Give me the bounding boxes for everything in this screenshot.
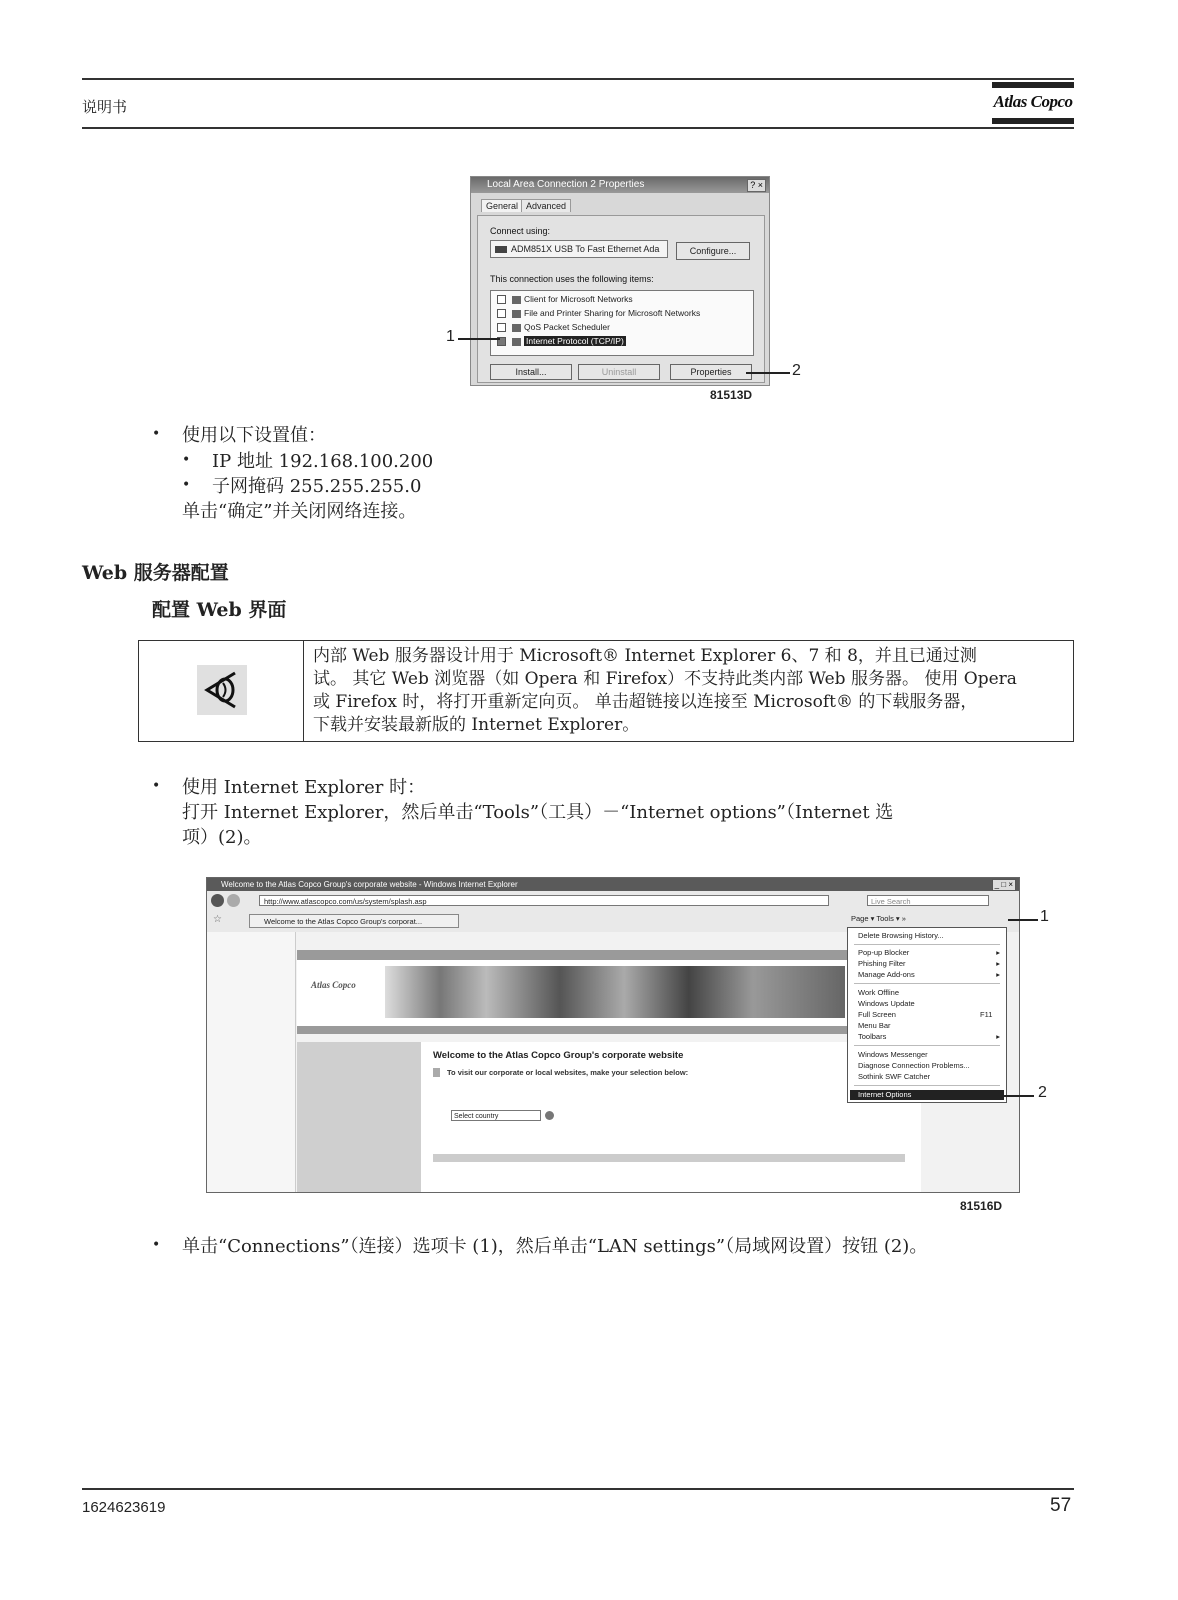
figure-2-number: 81516D	[960, 1199, 1003, 1213]
submenu-arrow-icon: ▸	[996, 970, 1000, 979]
list-item[interactable]: File and Printer Sharing for Microsoft Networks	[497, 308, 700, 318]
install-button[interactable]: Install...	[490, 364, 572, 380]
configure-button[interactable]: Configure...	[676, 242, 750, 260]
callout-2: 2	[1038, 1084, 1047, 1101]
dialog-title: Local Area Connection 2 Properties	[487, 179, 645, 190]
adapter-field	[490, 240, 668, 258]
note-divider	[303, 641, 304, 741]
submenu-arrow-icon: ▸	[996, 948, 1000, 957]
callout-1: 1	[1040, 908, 1049, 925]
tab-advanced[interactable]: Advanced	[521, 199, 571, 212]
header-title: 说明书	[82, 98, 128, 116]
note-line: 或 Firefox 时，将打开重新定向页。 单击超链接以连接至 Microsoft® 的下载服务器，	[313, 692, 978, 712]
menu-item-toolbars[interactable]: Toolbars	[858, 1032, 887, 1041]
list-item[interactable]: Client for Microsoft Networks	[497, 294, 633, 304]
ie-browser-window	[206, 877, 1020, 1193]
welcome-heading: Welcome to the Atlas Copco Group's corporate website	[433, 1050, 684, 1061]
ip-address: IP 地址 192.168.100.200	[212, 451, 434, 472]
submenu-arrow-icon: ▸	[996, 959, 1000, 968]
lan-properties-dialog	[470, 176, 770, 386]
items-label: This connection uses the following items:	[490, 274, 654, 284]
callout-2: 2	[792, 362, 801, 379]
banner-logo: Atlas Copco	[311, 980, 356, 990]
items-list	[490, 290, 754, 356]
menu-item-phishing-filter[interactable]: Phishing Filter	[858, 959, 906, 968]
connections-step: 单击“Connections”（连接）选项卡 (1)，然后单击“LAN settings”（局域网设置）按钮 (2)。	[182, 1236, 928, 1257]
callout-1: 1	[446, 328, 455, 345]
visit-marker	[433, 1068, 440, 1077]
page-number: 57	[1050, 1495, 1072, 1516]
menu-item-popup-blocker[interactable]: Pop-up Blocker	[858, 948, 910, 957]
menu-item-windows-update[interactable]: Windows Update	[858, 999, 915, 1008]
callout-1-line	[458, 338, 500, 340]
note-line: 试。 其它 Web 浏览器（如 Opera 和 Firefox）不支持此类内部 Web 服务器。 使用 Opera	[313, 669, 1017, 689]
ie-step-line3: 项）(2)。	[182, 827, 262, 848]
go-icon[interactable]	[545, 1111, 554, 1120]
sharing-icon	[512, 310, 521, 318]
document-number: 1624623619	[82, 1499, 166, 1516]
menu-item-full-screen[interactable]: Full Screen	[858, 1010, 896, 1019]
back-button[interactable]	[211, 894, 224, 907]
browser-window-buttons[interactable]: _ □ ×	[992, 879, 1016, 891]
list-item[interactable]: QoS Packet Scheduler	[497, 322, 610, 332]
header-top-rule	[82, 78, 1074, 80]
bullet-dot: •	[152, 778, 161, 794]
callout-1-line	[1008, 919, 1038, 921]
browser-title: Welcome to the Atlas Copco Group's corporate website - Windows Internet Explorer	[221, 880, 518, 889]
list-item-tcpip[interactable]: Internet Protocol (TCP/IP)	[497, 336, 626, 346]
scheduler-icon	[512, 324, 521, 332]
browser-title-bar	[207, 878, 1019, 891]
ie-step-line1: 使用 Internet Explorer 时：	[182, 777, 426, 798]
bullet-dot: •	[152, 426, 161, 442]
eye-icon	[197, 665, 247, 715]
country-select[interactable]: Select country	[451, 1110, 541, 1121]
content-main	[421, 1042, 921, 1192]
note-line: 内部 Web 服务器设计用于 Microsoft® Internet Explorer 6、7 和 8，并且已通过测	[313, 646, 977, 666]
address-bar[interactable]: http://www.atlascopco.com/us/system/splash.asp	[259, 895, 829, 906]
network-client-icon	[512, 296, 521, 304]
connect-using-label: Connect using:	[490, 226, 551, 236]
header-bottom-rule	[82, 127, 1074, 129]
submenu-arrow-icon: ▸	[996, 1032, 1000, 1041]
menu-item-delete-history[interactable]: Delete Browsing History...	[858, 931, 944, 940]
confirm-instruction: 单击“确定”并关闭网络连接。	[182, 501, 417, 522]
adapter-name: ADM851X USB To Fast Ethernet Ada	[511, 244, 660, 254]
visit-text: To visit our corporate or local websites, make your selection below:	[447, 1068, 689, 1077]
logo-text: Atlas Copco	[993, 92, 1073, 111]
bullet-dot: •	[182, 477, 191, 493]
menu-item-manage-addons[interactable]: Manage Add-ons	[858, 970, 915, 979]
content-sidebar	[297, 1042, 421, 1192]
uninstall-button[interactable]: Uninstall	[578, 364, 660, 380]
figure-1-number: 81513D	[710, 388, 753, 402]
subsection-title: 配置 Web 界面	[152, 599, 287, 621]
dialog-title-bar	[471, 177, 769, 193]
protocol-icon	[512, 338, 521, 346]
settings-intro: 使用以下设置值：	[182, 425, 326, 446]
content-footer-bar	[433, 1154, 905, 1162]
page-left-column	[207, 932, 296, 1193]
menu-item-diagnose[interactable]: Diagnose Connection Problems...	[858, 1061, 970, 1070]
search-input[interactable]: Live Search	[867, 895, 989, 906]
banner-image	[385, 966, 845, 1018]
callout-2-line	[746, 372, 790, 374]
menu-item-messenger[interactable]: Windows Messenger	[858, 1050, 928, 1059]
menu-item-sothink[interactable]: Sothink SWF Catcher	[858, 1072, 931, 1081]
note-line: 下载并安装最新版的 Internet Explorer。	[313, 715, 640, 735]
note-text	[313, 645, 1071, 737]
dialog-title-buttons[interactable]: ? ×	[747, 179, 766, 192]
section-title: Web 服务器配置	[82, 562, 229, 584]
menu-item-work-offline[interactable]: Work Offline	[858, 988, 899, 997]
banner	[297, 950, 847, 1034]
menu-item-internet-options[interactable]: Internet Options	[850, 1090, 1004, 1100]
atlas-copco-logo	[992, 80, 1074, 124]
menu-item-menu-bar[interactable]: Menu Bar	[858, 1021, 891, 1030]
adapter-icon	[495, 246, 507, 253]
subnet-mask: 子网掩码 255.255.255.0	[212, 476, 422, 497]
properties-button[interactable]: Properties	[670, 364, 752, 380]
footer-rule	[82, 1488, 1074, 1490]
ie-step-line2: 打开 Internet Explorer，然后单击“Tools”（工具）－“Internet options”（Internet 选	[182, 802, 894, 823]
callout-2-line	[1004, 1095, 1034, 1097]
dialog-panel	[477, 215, 765, 383]
bullet-dot: •	[182, 452, 191, 468]
note-box	[138, 640, 1074, 742]
tools-menu	[847, 927, 1007, 1103]
tab-general[interactable]: General	[481, 199, 523, 212]
full-screen-shortcut: F11	[980, 1010, 993, 1019]
forward-button[interactable]	[227, 894, 240, 907]
favorites-star-icon[interactable]: ☆	[213, 914, 222, 925]
tab-welcome[interactable]: Welcome to the Atlas Copco Group's corporat...	[249, 914, 459, 928]
bullet-dot: •	[152, 1237, 161, 1253]
command-bar[interactable]: Page ▾ Tools ▾ »	[851, 914, 906, 923]
